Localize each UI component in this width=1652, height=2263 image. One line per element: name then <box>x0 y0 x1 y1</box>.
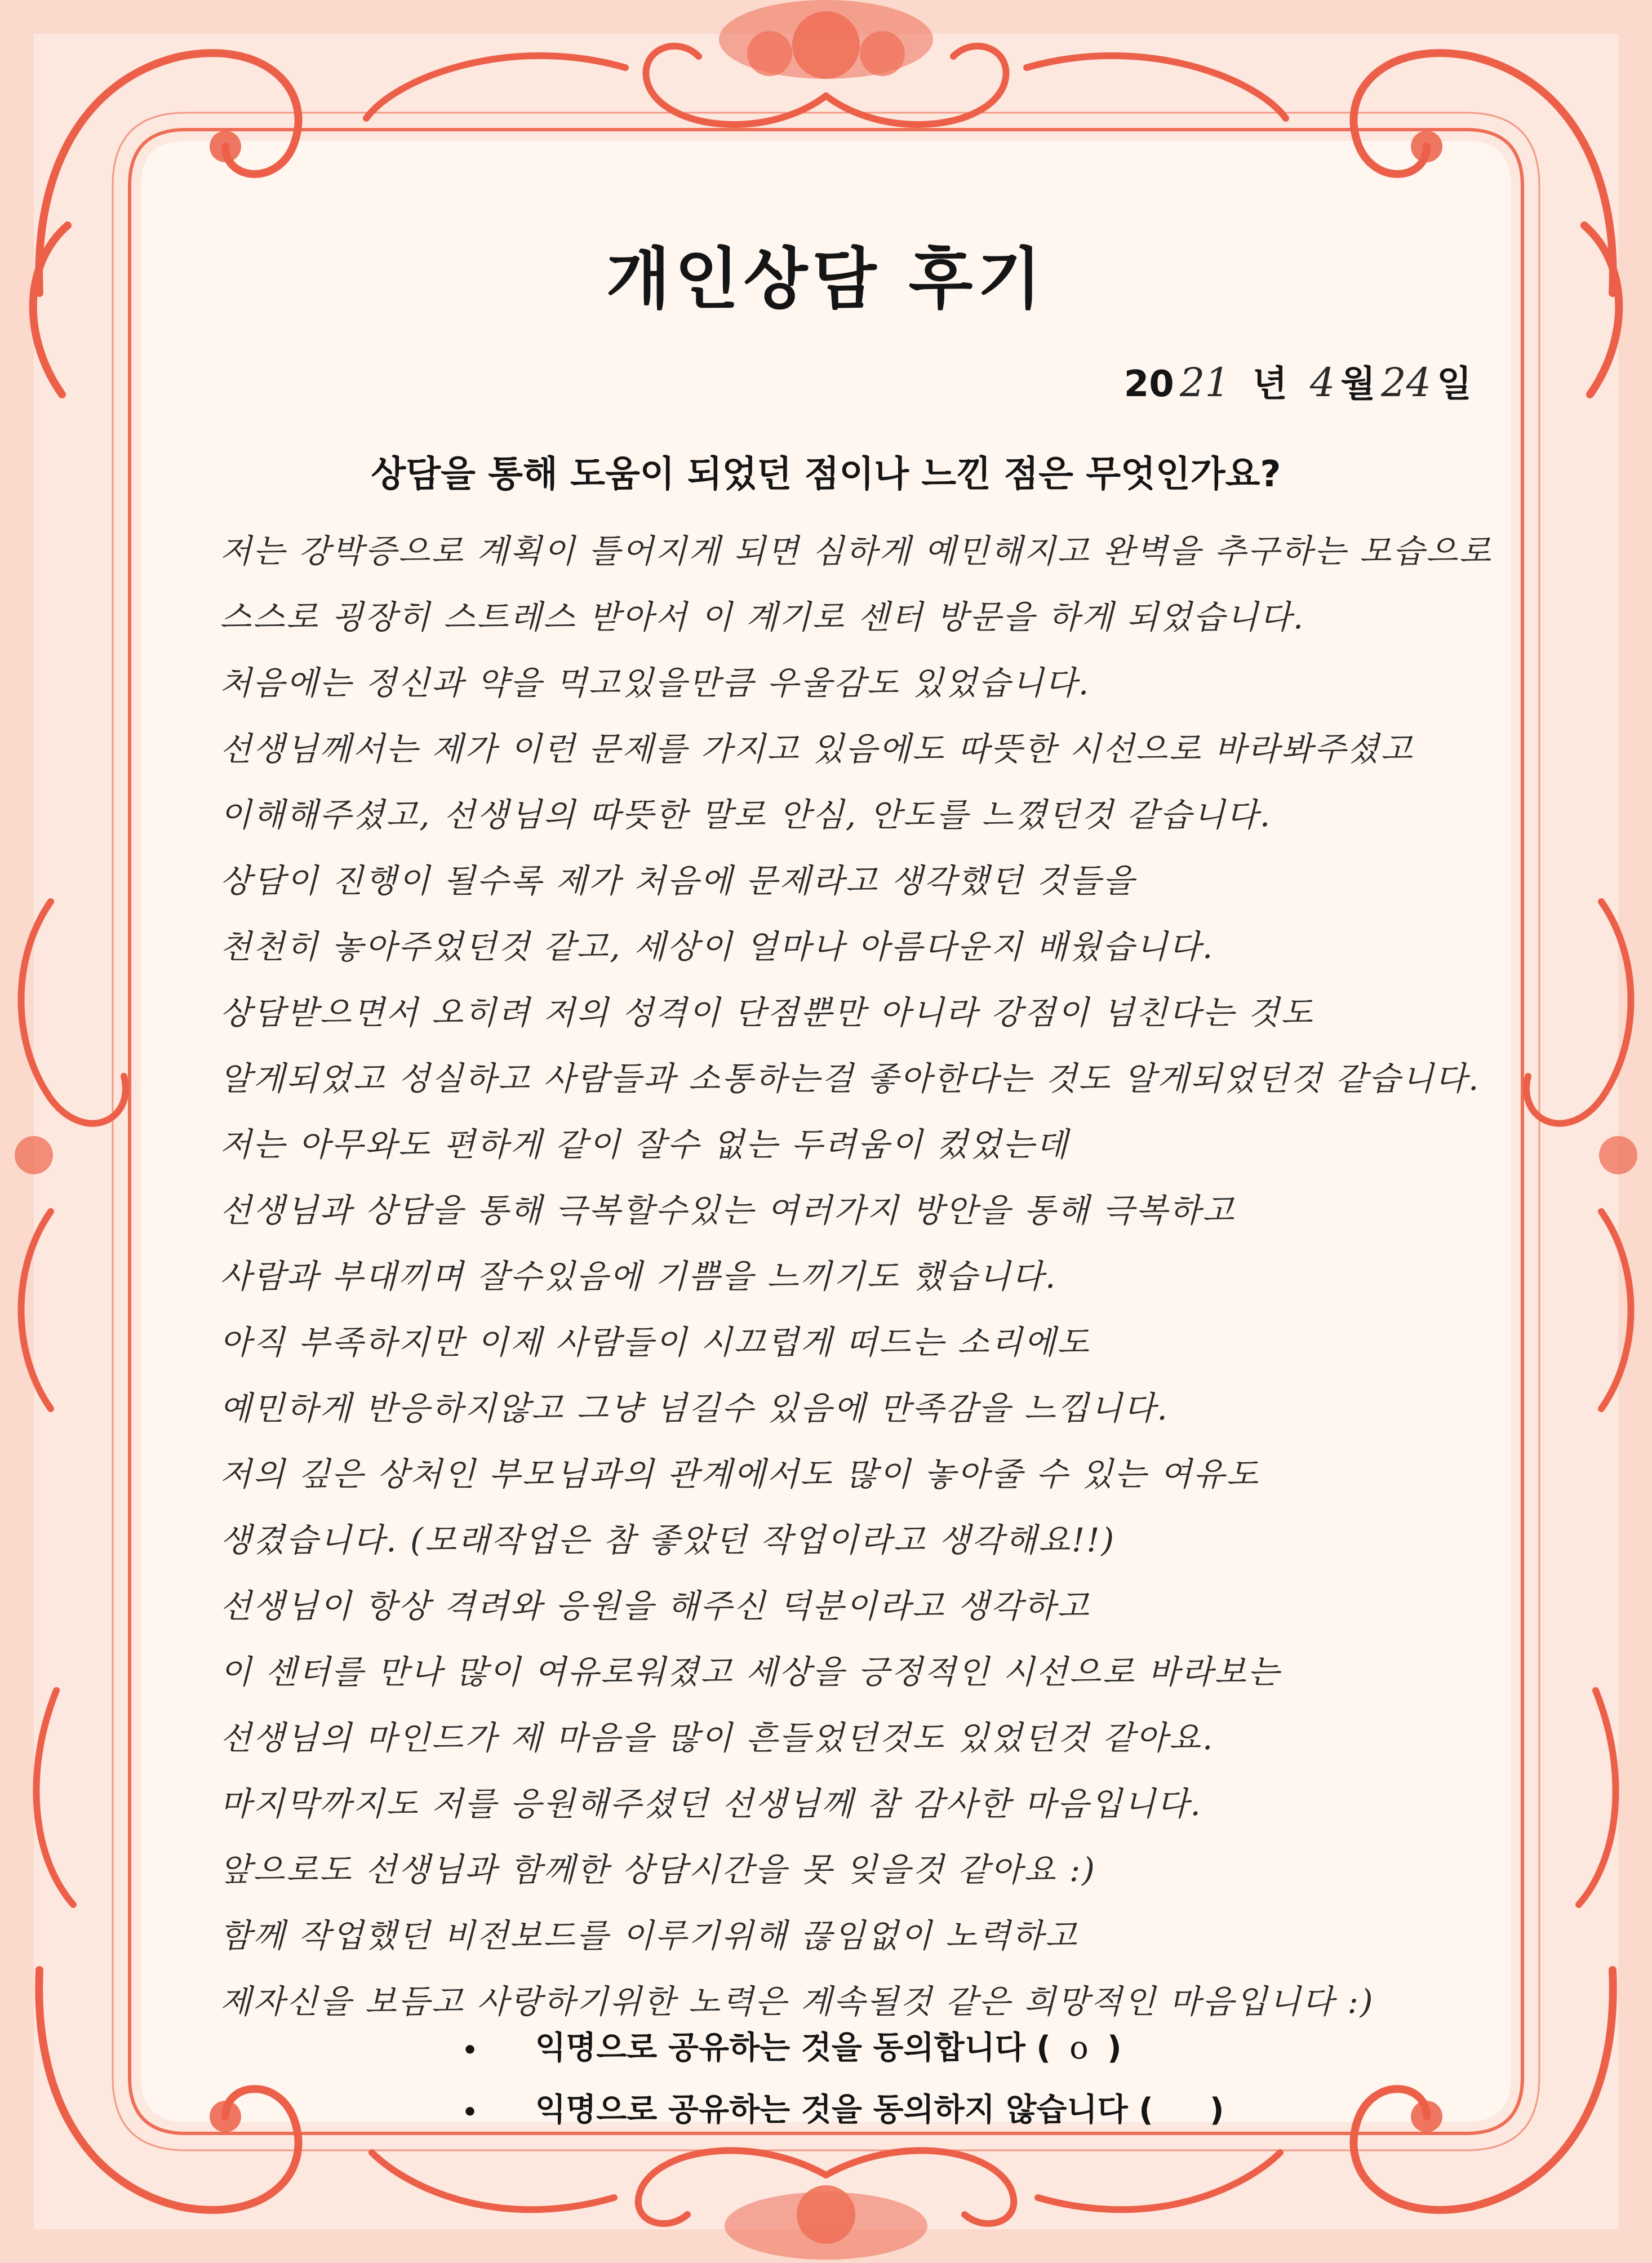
answer-line: 마지막까지도 저를 응원해주셨던 선생님께 참 감사한 마음입니다. <box>220 1785 1202 1823</box>
answer-line: 앞으로도 선생님과 함께한 상담시간을 못 잊을것 같아요 :) <box>220 1851 1096 1889</box>
answer-line: 생겼습니다. (모래작업은 참 좋았던 작업이라고 생각해요!!) <box>220 1521 1116 1559</box>
answer-line: 선생님이 항상 격려와 응원을 해주신 덕분이라고 생각하고 <box>220 1587 1091 1625</box>
consent-disagree-close: ) <box>1209 2092 1224 2128</box>
answer-line: 선생님의 마인드가 제 마음을 많이 흔들었던것도 있었던것 같아요. <box>220 1719 1215 1757</box>
date-year-prefix: 20 <box>1123 363 1174 405</box>
bullet-icon: • <box>462 2036 478 2065</box>
answer-line: 스스로 굉장히 스트레스 받아서 이 계기로 센터 방문을 하게 되었습니다. <box>220 598 1305 636</box>
review-date <box>1124 355 1472 407</box>
consent-agree-close: ) <box>1107 2030 1122 2066</box>
consent-options <box>462 2017 1224 2141</box>
question-prompt: 상담을 통해 도움이 되었던 점이나 느낀 점은 무엇인가요? <box>371 454 1281 495</box>
document-title: 개인상담 후기 <box>606 240 1046 318</box>
answer-line: 사람과 부대끼며 잘수있음에 기쁨을 느끼기도 했습니다. <box>220 1257 1058 1295</box>
answer-line: 함께 작업했던 비전보드를 이루기위해 끊임없이 노력하고 <box>220 1916 1078 1955</box>
answer-line: 저는 강박증으로 계획이 틀어지게 되면 심하게 예민해지고 완벽을 추구하는 모습으로 <box>220 532 1493 570</box>
consent-disagree-option[interactable] <box>462 2079 1224 2141</box>
answer-line: 아직 부족하지만 이제 사람들이 시끄럽게 떠드는 소리에도 <box>220 1323 1091 1361</box>
answer-line: 선생님과 상담을 통해 극복할수있는 여러가지 방안을 통해 극복하고 <box>220 1191 1236 1230</box>
answer-line: 선생님께서는 제가 이런 문제를 가지고 있음에도 따뜻한 시선으로 바라봐주셨고 <box>220 730 1414 768</box>
consent-agree-option[interactable] <box>462 2017 1224 2079</box>
date-month-unit: 월 <box>1340 363 1376 405</box>
review-sheet <box>141 141 1511 2128</box>
date-year-handwritten: 21 <box>1179 360 1230 406</box>
consent-agree-label: 익명으로 공유하는 것을 동의합니다 ( <box>535 2030 1051 2066</box>
answer-line: 천천히 놓아주었던것 같고, 세상이 얼마나 아름다운지 배웠습니다. <box>220 928 1215 966</box>
answer-line: 이해해주셨고, 선생님의 따뜻한 말로 안심, 안도를 느꼈던것 같습니다. <box>220 796 1272 834</box>
handwritten-answer <box>220 518 1493 2035</box>
answer-line: 상담이 진행이 될수록 제가 처음에 문제라고 생각했던 것들을 <box>220 862 1136 900</box>
answer-line: 상담받으면서 오히려 저의 성격이 단점뿐만 아니라 강점이 넘친다는 것도 <box>220 993 1315 1032</box>
answer-line: 알게되었고 성실하고 사람들과 소통하는걸 좋아한다는 것도 알게되었던것 같습니다. <box>220 1059 1481 1098</box>
answer-line: 저의 깊은 상처인 부모님과의 관계에서도 많이 놓아줄 수 있는 여유도 <box>220 1455 1260 1493</box>
date-month: 4 <box>1309 360 1335 406</box>
answer-line: 예민하게 반응하지않고 그냥 넘길수 있음에 만족감을 느낍니다. <box>220 1389 1169 1427</box>
answer-line: 이 센터를 만나 많이 여유로워졌고 세상을 긍정적인 시선으로 바라보는 <box>220 1653 1281 1691</box>
bullet-icon: • <box>462 2098 478 2127</box>
date-year-unit: 년 <box>1252 363 1287 405</box>
answer-line: 저는 아무와도 편하게 같이 잘수 없는 두려움이 컸었는데 <box>220 1125 1069 1164</box>
date-day: 24 <box>1381 360 1432 406</box>
date-day-unit: 일 <box>1437 363 1472 405</box>
answer-line: 처음에는 정신과 약을 먹고있을만큼 우울감도 있었습니다. <box>220 664 1091 702</box>
consent-agree-mark: o <box>1069 2030 1089 2066</box>
consent-disagree-label: 익명으로 공유하는 것을 동의하지 않습니다 ( <box>535 2092 1153 2128</box>
answer-line: 제자신을 보듬고 사랑하기위한 노력은 계속될것 같은 희망적인 마음입니다 :) <box>220 1982 1375 2021</box>
